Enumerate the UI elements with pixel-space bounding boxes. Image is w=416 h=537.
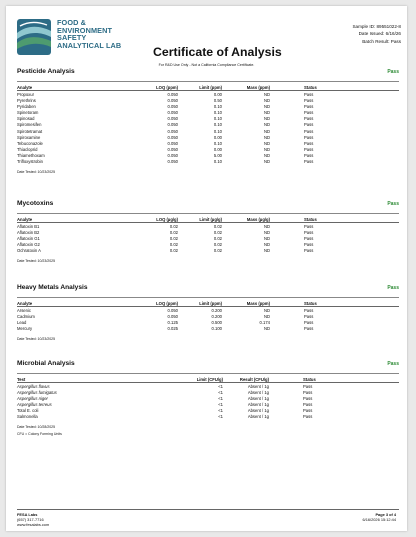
disclaimer: For R&D Use Only - Not a California Compliance Certificate. xyxy=(158,63,255,67)
heavy-metals-table xyxy=(17,300,399,332)
footer-page-info xyxy=(362,512,396,522)
date-tested: Date Tested: 10/28/2025 xyxy=(17,424,56,429)
column-header: Limit (ppm) xyxy=(178,84,222,91)
section-status-badge: Pass xyxy=(387,69,399,75)
result-cell: Absent / 1g xyxy=(247,408,269,414)
microbial-section xyxy=(17,359,399,436)
section-header xyxy=(17,359,399,374)
status-cell: Pass xyxy=(304,140,314,146)
status-cell: Pass xyxy=(304,134,314,140)
mass-cell: ND xyxy=(263,158,270,164)
test-cell: Aspergillus terreus xyxy=(17,402,52,408)
mass-cell: ND xyxy=(263,91,270,97)
loq-cell: 0.050 xyxy=(167,122,178,128)
mass-cell: ND xyxy=(263,326,270,332)
footer-phone: (657) 317-7716 xyxy=(17,517,44,523)
loq-cell: 0.02 xyxy=(169,242,178,248)
heavy-metals-section xyxy=(17,283,399,341)
limit-cell: <1 xyxy=(218,408,223,414)
result-cell: Absent / 1g xyxy=(247,414,269,420)
result-cell: Absent / 1g xyxy=(247,396,269,402)
status-cell: Pass xyxy=(304,242,314,248)
status-cell: Pass xyxy=(304,104,314,110)
status-cell: Pass xyxy=(304,326,314,332)
limit-cell: 0.00 xyxy=(213,91,222,97)
mass-cell: ND xyxy=(263,140,270,146)
test-cell: Aspergillus fumigatus xyxy=(17,390,57,396)
status-cell: Pass xyxy=(304,158,314,164)
table-body xyxy=(17,223,399,254)
table-row xyxy=(17,223,399,230)
analyte-cell: Pyridaben xyxy=(17,104,36,110)
analyte-cell: Aflatoxin B2 xyxy=(17,230,40,236)
pesticide-table xyxy=(17,84,399,165)
limit-cell: 0.10 xyxy=(213,140,222,146)
analyte-cell: Arsenic xyxy=(17,307,31,313)
loq-cell: 0.02 xyxy=(169,230,178,236)
status-cell: Pass xyxy=(304,320,314,326)
loq-cell: 0.125 xyxy=(167,320,178,326)
test-cell: Aspergillus niger xyxy=(17,396,48,402)
limit-cell: <1 xyxy=(218,383,223,389)
loq-cell: 0.050 xyxy=(167,134,178,140)
mass-cell: ND xyxy=(263,116,270,122)
page-number: Page 3 of 4 xyxy=(375,512,396,517)
table-row xyxy=(17,383,399,390)
column-header: Analyte xyxy=(17,84,146,91)
footer-website-link[interactable]: www.fesalabs.com xyxy=(17,522,50,528)
loq-cell: 0.050 xyxy=(167,128,178,134)
loq-cell: 0.02 xyxy=(169,223,178,229)
table-header-row xyxy=(17,376,399,383)
section-header xyxy=(17,283,399,298)
print-timestamp: 6/16/2026 15:12:44 xyxy=(362,517,396,523)
limit-cell: <1 xyxy=(218,396,223,402)
table-body xyxy=(17,91,399,165)
document-title: Certificate of Analysis xyxy=(153,45,282,59)
limit-cell: <1 xyxy=(218,414,223,420)
footer-lab-name: FESA Labs xyxy=(17,512,38,517)
column-header: Mass (ppm) xyxy=(222,300,270,307)
date-issued: Date Issued: 6/16/26 xyxy=(358,31,401,37)
analyte-cell: Propoxur xyxy=(17,91,34,97)
date-tested: Date Tested: 10/23/2025 xyxy=(17,258,56,263)
loq-cell: 0.050 xyxy=(167,98,178,104)
analyte-cell: Ochratoxin A xyxy=(17,248,41,254)
section-title: Microbial Analysis xyxy=(17,360,75,367)
loq-cell: 0.050 xyxy=(167,146,178,152)
section-status-badge: Pass xyxy=(387,201,399,207)
pesticide-section xyxy=(17,67,399,174)
status-cell: Pass xyxy=(303,383,313,389)
status-cell: Pass xyxy=(304,122,314,128)
analyte-cell: Aflatoxin G1 xyxy=(17,236,40,242)
table-row xyxy=(17,158,399,164)
status-cell: Pass xyxy=(303,408,313,414)
status-cell: Pass xyxy=(304,248,314,254)
status-cell: Pass xyxy=(304,314,314,320)
column-header: Mass (µg/g) xyxy=(222,216,270,223)
mass-cell: ND xyxy=(263,236,270,242)
table-row xyxy=(17,307,399,314)
limit-cell: 0.500 xyxy=(211,320,222,326)
lab-name-line: ANALYTICAL LAB xyxy=(57,40,122,50)
test-cell: Salmonella xyxy=(17,414,38,420)
section-header xyxy=(17,67,399,82)
mass-cell: ND xyxy=(263,223,270,229)
result-cell: Absent / 1g xyxy=(247,390,269,396)
limit-cell: 0.00 xyxy=(213,146,222,152)
analyte-cell: Spinosad xyxy=(17,116,35,122)
analyte-cell: Tebuconazole xyxy=(17,140,43,146)
analyte-cell: Aflatoxin B1 xyxy=(17,223,40,229)
limit-cell: 0.200 xyxy=(211,314,222,320)
mass-cell: ND xyxy=(263,134,270,140)
date-tested: Date Tested: 10/23/2025 xyxy=(17,169,56,174)
column-header: Result (CFU/g) xyxy=(223,376,269,383)
limit-cell: 0.00 xyxy=(213,134,222,140)
limit-cell: 0.02 xyxy=(213,236,222,242)
loq-cell: 0.025 xyxy=(167,326,178,332)
status-cell: Pass xyxy=(304,152,314,158)
table-body xyxy=(17,307,399,332)
lab-name xyxy=(57,19,121,49)
mycotoxins-section xyxy=(17,199,399,263)
column-header: Test xyxy=(17,376,192,383)
lab-logo-icon xyxy=(17,19,51,55)
mass-cell: ND xyxy=(263,152,270,158)
column-header: LOQ (µg/g) xyxy=(146,216,178,223)
column-header: Status xyxy=(269,376,399,383)
mass-cell: 0.174 xyxy=(259,320,270,326)
mass-cell: ND xyxy=(263,110,270,116)
test-cell: Aspergillus flavus xyxy=(17,383,50,389)
mass-cell: ND xyxy=(263,230,270,236)
section-status-badge: Pass xyxy=(387,361,399,367)
column-header: Status xyxy=(270,300,399,307)
analyte-cell: Thiamethoxam xyxy=(17,152,45,158)
column-header: Analyte xyxy=(17,216,146,223)
mass-cell: ND xyxy=(263,104,270,110)
table-row xyxy=(17,248,399,254)
loq-cell: 0.050 xyxy=(167,314,178,320)
status-cell: Pass xyxy=(304,128,314,134)
column-header: LOQ (ppm) xyxy=(146,300,178,307)
footer-divider xyxy=(17,509,399,510)
limit-cell: 0.10 xyxy=(213,116,222,122)
analyte-cell: Spiromesifen xyxy=(17,122,42,128)
limit-cell: 0.02 xyxy=(213,248,222,254)
column-header: Limit (CFU/g) xyxy=(192,376,223,383)
analyte-cell: Spiroxamine xyxy=(17,134,41,140)
status-cell: Pass xyxy=(304,98,314,104)
status-cell: Pass xyxy=(303,402,313,408)
table-row xyxy=(17,91,399,98)
table-header-row xyxy=(17,300,399,307)
status-cell: Pass xyxy=(304,307,314,313)
analyte-cell: Pyrethrins xyxy=(17,98,36,104)
status-cell: Pass xyxy=(304,230,314,236)
section-status-badge: Pass xyxy=(387,285,399,291)
limit-cell: <1 xyxy=(218,402,223,408)
mass-cell: ND xyxy=(263,314,270,320)
table-row xyxy=(17,326,399,332)
footer-contact xyxy=(17,512,49,528)
mycotoxins-table xyxy=(17,216,399,254)
column-header: Limit (µg/g) xyxy=(178,216,222,223)
status-cell: Pass xyxy=(303,390,313,396)
loq-cell: 0.050 xyxy=(167,307,178,313)
status-cell: Pass xyxy=(304,91,314,97)
loq-cell: 0.02 xyxy=(169,248,178,254)
section-title: Mycotoxins xyxy=(17,200,54,207)
section-title: Pesticide Analysis xyxy=(17,68,75,75)
status-cell: Pass xyxy=(303,396,313,402)
cfu-note: CFU = Colony Forming Units xyxy=(17,431,62,436)
lab-name-line: FOOD & xyxy=(57,18,86,27)
result-cell: Absent / 1g xyxy=(247,383,269,389)
mass-cell: ND xyxy=(263,146,270,152)
analyte-cell: Cadmium xyxy=(17,314,35,320)
loq-cell: 0.050 xyxy=(167,104,178,110)
mass-cell: ND xyxy=(263,128,270,134)
mass-cell: ND xyxy=(263,307,270,313)
sample-meta xyxy=(352,23,401,45)
table-header-row xyxy=(17,84,399,91)
limit-cell: 5.00 xyxy=(213,152,222,158)
mass-cell: ND xyxy=(263,242,270,248)
section-header xyxy=(17,199,399,214)
column-header: Analyte xyxy=(17,300,146,307)
analyte-cell: Mercury xyxy=(17,326,33,332)
test-cell: Total E. coli xyxy=(17,408,39,414)
limit-cell: 0.02 xyxy=(213,223,222,229)
column-header: Limit (ppm) xyxy=(178,300,222,307)
limit-cell: 0.50 xyxy=(213,98,222,104)
limit-cell: 0.10 xyxy=(213,122,222,128)
status-cell: Pass xyxy=(303,414,313,420)
analyte-cell: Lead xyxy=(17,320,27,326)
sample-id: Sample ID: 89551022-8 xyxy=(352,24,401,29)
loq-cell: 0.050 xyxy=(167,140,178,146)
batch-result: Batch Result: Pass xyxy=(362,38,401,44)
loq-cell: 0.050 xyxy=(167,110,178,116)
mass-cell: ND xyxy=(263,122,270,128)
analyte-cell: Spinetoram xyxy=(17,110,39,116)
status-cell: Pass xyxy=(304,110,314,116)
column-header: Status xyxy=(270,84,399,91)
analyte-cell: Aflatoxin G2 xyxy=(17,242,40,248)
loq-cell: 0.050 xyxy=(167,91,178,97)
column-header: LOQ (ppm) xyxy=(146,84,178,91)
loq-cell: 0.050 xyxy=(167,158,178,164)
microbial-table xyxy=(17,376,399,420)
limit-cell: 0.10 xyxy=(213,128,222,134)
limit-cell: 0.02 xyxy=(213,230,222,236)
result-cell: Absent / 1g xyxy=(247,402,269,408)
analyte-cell: Spirotetramat xyxy=(17,128,43,134)
analyte-cell: Thiacloprid xyxy=(17,146,38,152)
date-tested: Date Tested: 10/23/2025 xyxy=(17,336,56,341)
section-title: Heavy Metals Analysis xyxy=(17,284,88,291)
mass-cell: ND xyxy=(263,248,270,254)
status-cell: Pass xyxy=(304,236,314,242)
table-body xyxy=(17,383,399,420)
limit-cell: 0.200 xyxy=(211,307,222,313)
limit-cell: <1 xyxy=(218,390,223,396)
table-row xyxy=(17,414,399,420)
coa-page xyxy=(6,6,407,531)
lab-name-line: ENVIRONMENT xyxy=(57,25,113,35)
column-header: Status xyxy=(270,216,399,223)
analyte-cell: Trifloxystrobin xyxy=(17,158,43,164)
limit-cell: 0.02 xyxy=(213,242,222,248)
limit-cell: 0.10 xyxy=(213,158,222,164)
limit-cell: 0.10 xyxy=(213,104,222,110)
table-header-row xyxy=(17,216,399,223)
loq-cell: 0.050 xyxy=(167,152,178,158)
limit-cell: 0.10 xyxy=(213,110,222,116)
lab-name-line: SAFETY xyxy=(57,33,87,43)
loq-cell: 0.02 xyxy=(169,236,178,242)
column-header: Mass (ppm) xyxy=(222,84,270,91)
mass-cell: ND xyxy=(263,98,270,104)
limit-cell: 0.100 xyxy=(211,326,222,332)
loq-cell: 0.050 xyxy=(167,116,178,122)
status-cell: Pass xyxy=(304,223,314,229)
status-cell: Pass xyxy=(304,146,314,152)
status-cell: Pass xyxy=(304,116,314,122)
